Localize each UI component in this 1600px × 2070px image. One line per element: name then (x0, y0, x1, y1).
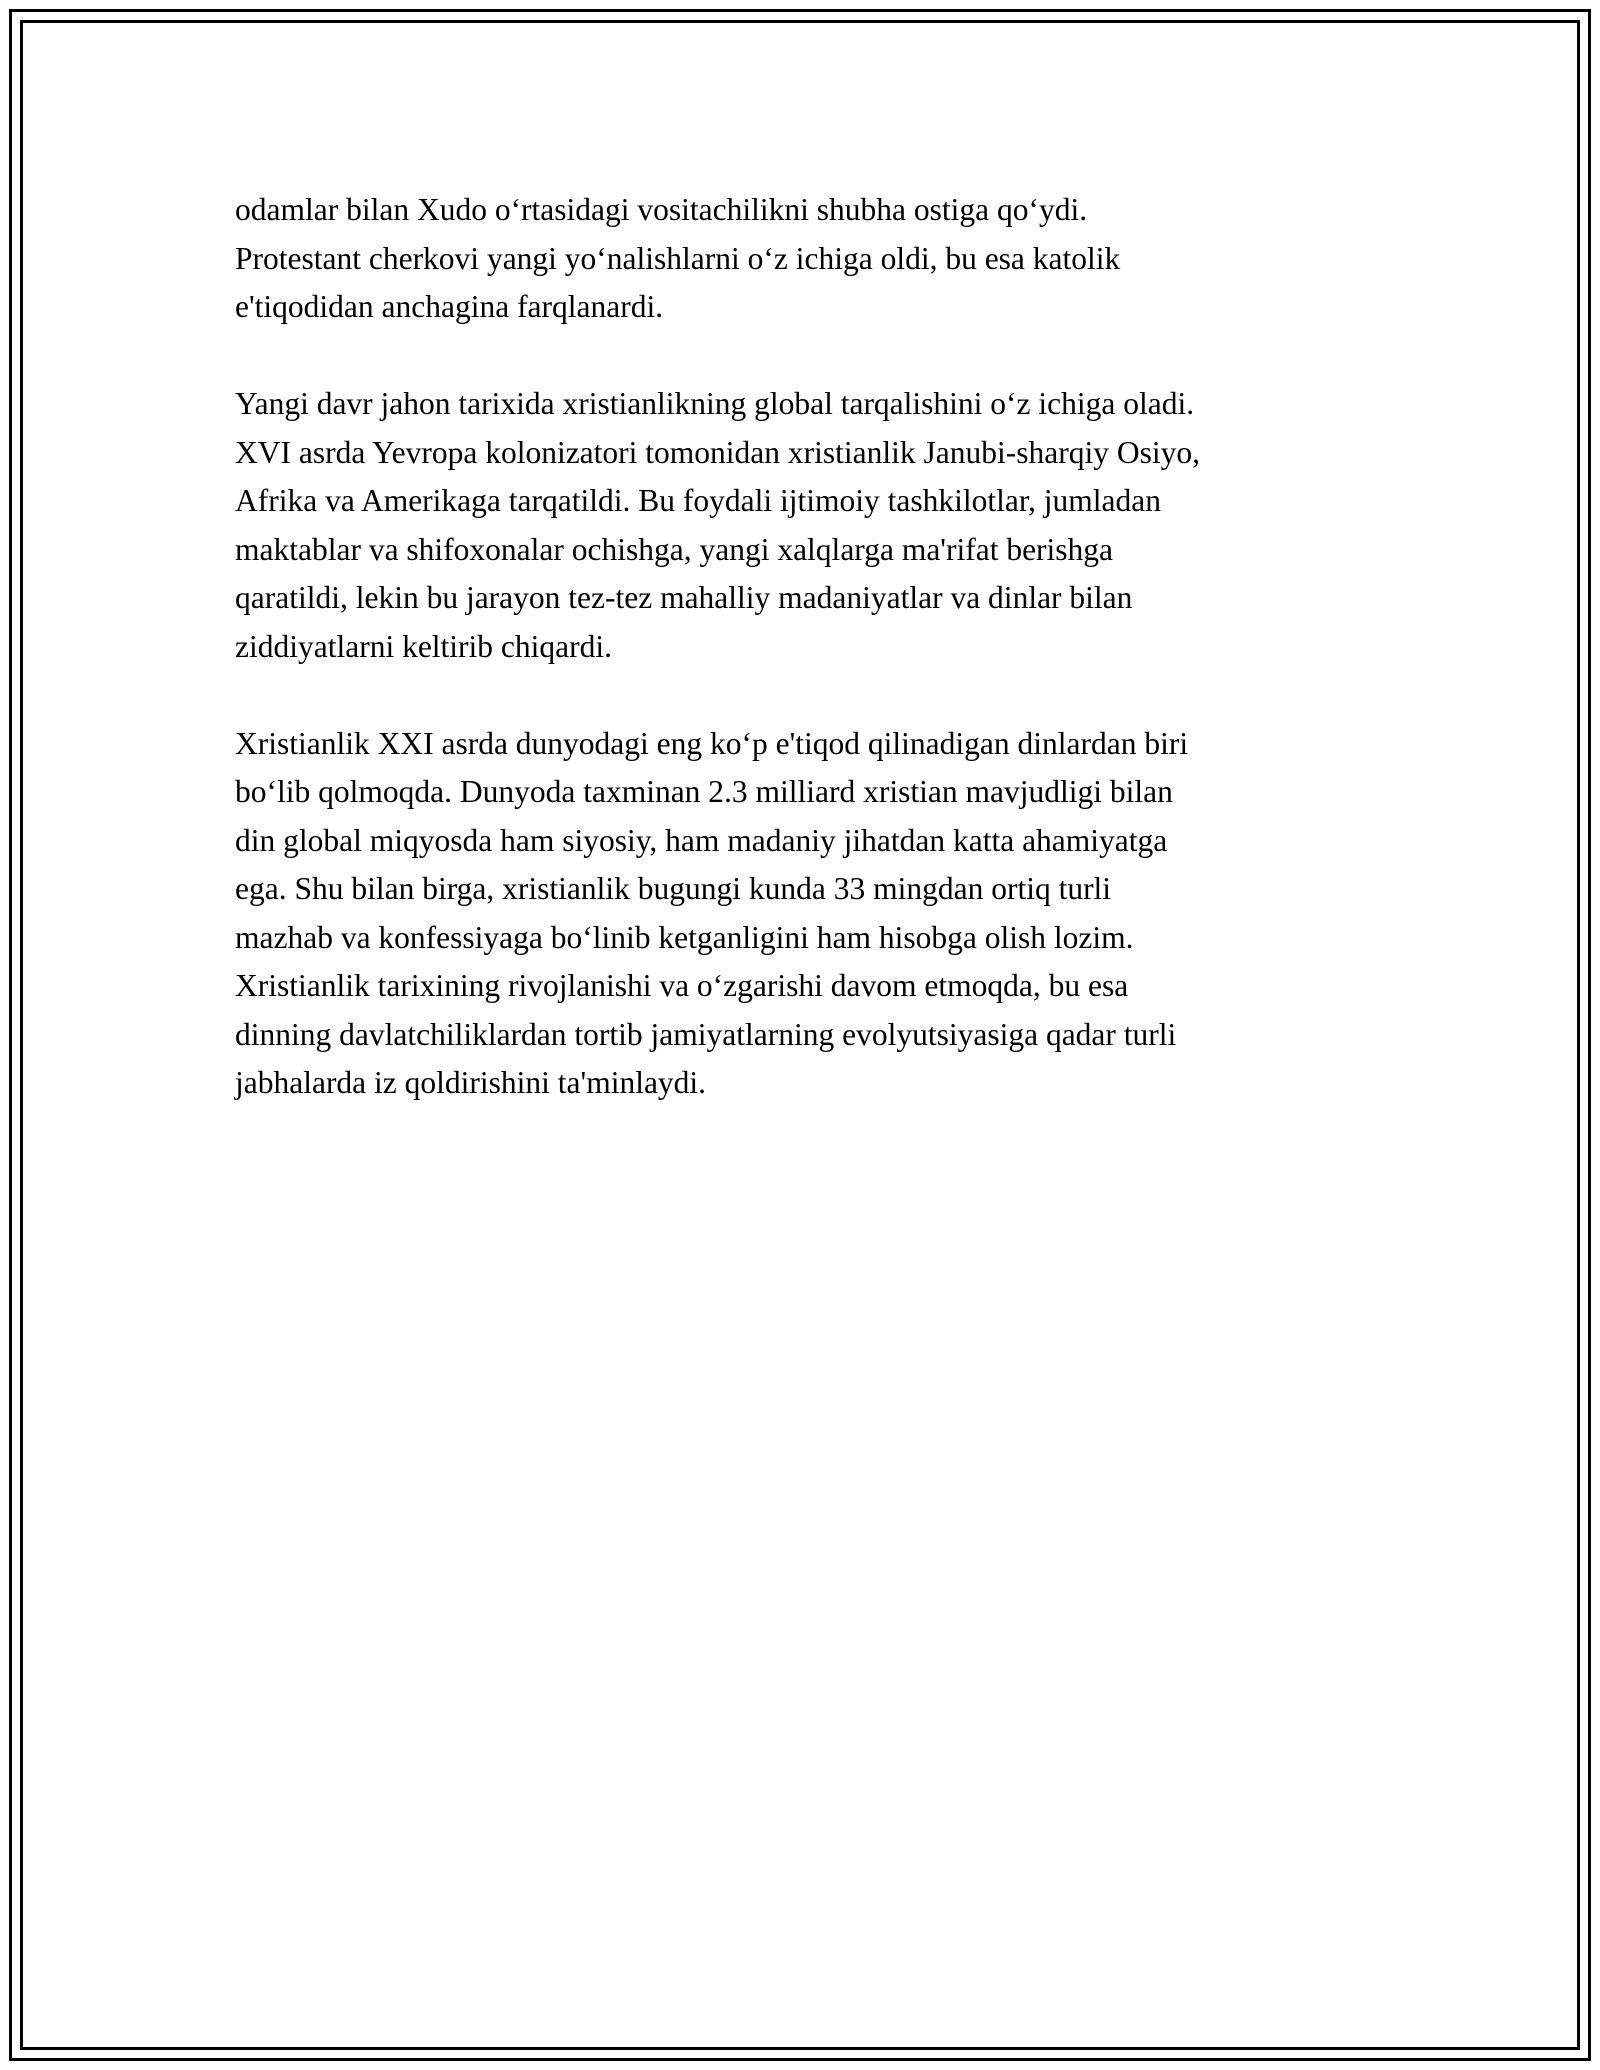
text-line: Xristianlik tarixining rivojlanishi va o‘zgarishi davom etmoqda, bu esa (235, 968, 1129, 1003)
text-line: bo‘lib qolmoqda. Dunyoda taxminan 2.3 milliard xristian mavjudligi bilan (235, 774, 1173, 809)
text-line: ega. Shu bilan birga, xristianlik bugungi kunda 33 mingdan ortiq turli (235, 871, 1112, 906)
text-line: ziddiyatlarni keltirib chiqardi. (235, 628, 613, 664)
paragraph-1 (235, 186, 1385, 332)
text-line: qaratildi, lekin bu jarayon tez-tez mahalliy madaniyatlar va dinlar bilan (235, 580, 1133, 615)
text-line: Yangi davr jahon tarixida xristianlikning global tarqalishini o‘z ichiga oladi. (235, 386, 1195, 421)
text-line: maktablar va shifoxonalar ochishga, yangi xalqlarga ma'rifat berishga (235, 531, 1114, 567)
text-line: mazhab va konfessiyaga bo‘linib ketganligini ham hisobga olish lozim. (235, 919, 1134, 955)
text-line: jabhalarda iz qoldirishini ta'minlaydi. (235, 1065, 707, 1100)
text-line: Protestant cherkovi yangi yo‘nalishlarni o‘z ichiga oldi, bu esa katolik (235, 240, 1121, 276)
text-line: XVI asrda Yevropa kolonizatori tomonidan xristianlik Janubi-sharqiy Osiyo, (235, 434, 1200, 470)
text-line: odamlar bilan Xudo o‘rtasidagi vositachilikni shubha ostiga qo‘ydi. (235, 192, 1088, 227)
paragraph-3 (235, 720, 1385, 1108)
text-line: din global miqyosda ham siyosiy, ham madaniy jihatdan katta ahamiyatga (235, 822, 1168, 858)
document-body (235, 186, 1385, 1156)
text-line: Afrika va Amerikaga tarqatildi. Bu foydali ijtimoiy tashkilotlar, jumladan (235, 483, 1162, 518)
text-line: e'tiqodidan anchagina farqlanardi. (235, 289, 664, 324)
text-line: dinning davlatchiliklardan tortib jamiyatlarning evolyutsiyasiga qadar turli (235, 1016, 1177, 1052)
paragraph-2 (235, 380, 1385, 671)
text-line: Xristianlik XXI asrda dunyodagi eng ko‘p e'tiqod qilinadigan dinlardan biri (235, 725, 1189, 761)
